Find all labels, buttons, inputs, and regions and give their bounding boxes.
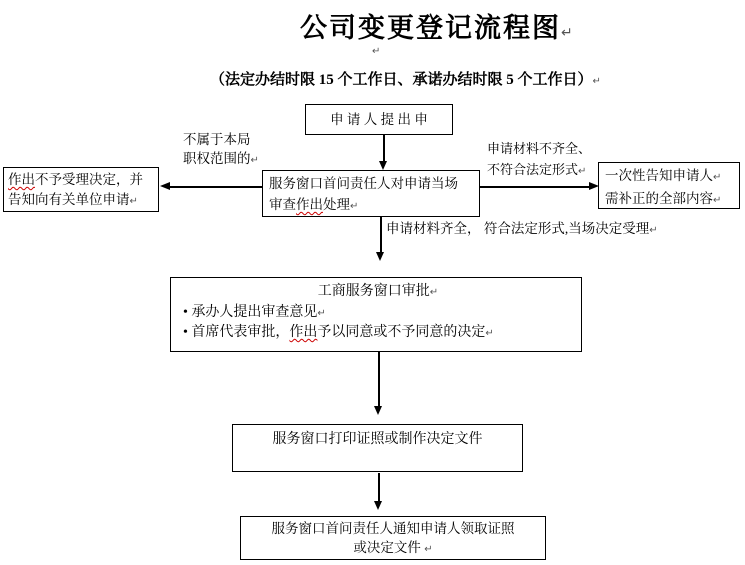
flow-box-approval-item2-rest: 予以同意或不予同意的决定 <box>317 325 486 340</box>
return-mark-icon: ↵ <box>372 46 381 57</box>
page-subtitle-text: （法定办结时限 15 个工作日、承诺办结时限 5 个工作日） <box>210 72 593 88</box>
flow-box-approval-title: 工商服务窗口审批 <box>317 284 430 299</box>
arrow-line-applicant-to-window <box>383 135 385 162</box>
flow-box-applicant-submit-text: 申 请 人 提 出 申 <box>330 112 428 127</box>
return-mark-icon: ↵ <box>317 307 326 319</box>
return-mark-icon: ↵ <box>129 196 138 207</box>
flow-box-one-time-notify-line2: 需补正的全部内容 <box>605 191 713 206</box>
label-not-jurisdiction-line1: 不属于本局 <box>183 132 251 147</box>
flow-box-approval-item1 <box>183 303 573 324</box>
arrowhead-down-icon <box>376 252 384 261</box>
flow-box-one-time-notify <box>598 162 740 209</box>
arrow-line-window-to-reject <box>168 186 262 188</box>
flow-box-print-licence-text: 服务窗口打印证照或制作决定文件 <box>272 432 483 447</box>
return-mark-icon: ↵ <box>561 25 573 41</box>
flow-box-approval-item2-pre: 首席代表审批， <box>191 325 290 340</box>
return-mark-icon: ↵ <box>713 172 722 183</box>
label-materials-complete <box>386 219 658 241</box>
label-materials-complete-text: 申请材料齐全， 符合法定形式,当场决定受理 <box>386 221 650 236</box>
return-mark-icon: ↵ <box>250 155 259 166</box>
return-mark-icon: ↵ <box>429 287 439 298</box>
flow-box-window-review-line1: 服务窗口首问责任人对申请当场 <box>269 176 458 191</box>
return-mark-icon: ↵ <box>578 166 587 177</box>
flow-box-window-review <box>262 170 480 217</box>
arrowhead-down-icon <box>379 161 387 170</box>
flow-box-applicant-submit <box>305 104 453 135</box>
return-mark-icon: ↵ <box>592 76 601 87</box>
flow-box-reject-line1-misspell: 作出 <box>8 172 35 187</box>
flow-box-approval-item2 <box>183 323 573 344</box>
arrow-line-approval-to-print <box>378 352 380 407</box>
arrowhead-down-icon <box>374 501 382 510</box>
flow-box-reject-decision <box>3 167 159 212</box>
return-mark-icon: ↵ <box>424 543 433 555</box>
arrowhead-left-icon <box>160 182 170 190</box>
flow-box-approval-item1-text: 承办人提出审查意见 <box>191 304 318 320</box>
flow-box-reject-line1: 不予受理决定，并 <box>35 172 143 187</box>
return-mark-icon: ↵ <box>649 225 658 236</box>
flow-box-window-review-misspell: 作出 <box>296 197 323 212</box>
label-materials-incomplete-line2: 不符合法定形式 <box>487 162 579 177</box>
flow-box-final-notify-line1: 服务窗口首问责任人通知申请人领取证照 <box>271 521 515 536</box>
flow-box-window-review-line2-rest: 处理 <box>323 197 350 212</box>
arrow-line-window-to-approval <box>380 217 382 253</box>
arrowhead-down-icon <box>374 406 382 415</box>
bullet-icon: • <box>183 325 188 340</box>
flow-box-print-licence <box>232 424 523 472</box>
flow-box-one-time-notify-line1: 一次性告知申请人 <box>605 168 713 183</box>
return-mark-icon: ↵ <box>713 195 722 206</box>
flow-box-final-notify <box>240 516 546 560</box>
flow-box-approval-title-row <box>183 282 573 303</box>
label-materials-incomplete-line1: 申请材料不齐全、 <box>487 141 592 156</box>
label-not-jurisdiction <box>183 130 259 170</box>
page-title-text: 公司变更登记流程图 <box>300 13 561 43</box>
label-not-jurisdiction-line2: 职权范围的 <box>183 151 251 166</box>
flow-box-approval-item2-misspell: 作出 <box>289 325 318 340</box>
arrow-line-print-to-final <box>378 473 380 502</box>
flow-box-final-notify-line2: 或决定文件 <box>353 539 425 555</box>
return-mark-icon: ↵ <box>485 328 494 339</box>
flow-box-approval <box>170 277 582 352</box>
page-subtitle <box>210 68 601 89</box>
return-mark-icon: ↵ <box>350 201 359 212</box>
bullet-icon: • <box>183 304 188 320</box>
arrowhead-right-icon <box>589 182 599 190</box>
arrow-line-window-to-notify <box>480 186 590 188</box>
flow-box-reject-line2: 告知向有关单位申请 <box>8 192 130 207</box>
label-materials-incomplete <box>487 138 591 182</box>
page-title <box>300 6 573 45</box>
flow-box-window-review-line2-pre: 审查 <box>269 197 296 212</box>
